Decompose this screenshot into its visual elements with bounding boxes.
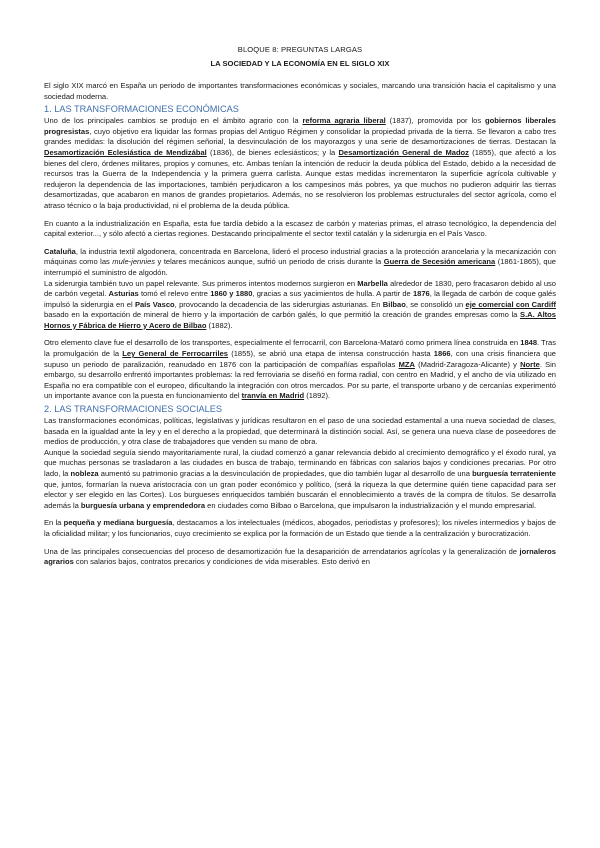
text-run: en ciudades como Bilbao o Barcelona, que impulsaron la industrialización y el mundo empresarial.	[205, 500, 537, 510]
section-heading-economic: 1. LAS TRANSFORMACIONES ECONÓMICAS	[44, 104, 239, 115]
term-ley-ferrocarriles: Ley General de Ferrocarriles	[122, 349, 228, 359]
term-mule-jennies: mule-jennies	[112, 257, 156, 267]
term-1866: 1866	[433, 349, 451, 359]
term-madoz: Desamortización General de Madoz	[338, 147, 469, 157]
paragraph-siderurgia	[44, 279, 556, 332]
term-altos-hornos: S.A. Altos Hornos y Fábrica de Hierro y Acero de Bilbao	[44, 310, 556, 330]
term-guerra-secesion: Guerra de Secesión americana	[383, 257, 496, 267]
text-run: . Sin embargo, su desarrollo enfrentó importantes problemas: la red ferroviaria se diseñó en forma radial, con centro en Madrid, y el ancho de vía utilizado en España no era compatible con el europeo, dificultando la integración con otros mercados. Por su parte, el transporte urbano y de cercanías experimentó un importante avance con la puesta en funcionamiento del	[44, 359, 556, 401]
text-run: con salarios bajos, contratos precarios y condiciones de vida miserables. Esto derivó en	[73, 557, 370, 567]
paragraph-catalonia	[44, 247, 556, 279]
term-reforma-agraria: reforma agraria liberal	[302, 116, 386, 126]
term-cataluna: Cataluña	[44, 246, 76, 256]
term-jornaleros: jornaleros agrarios	[44, 546, 556, 567]
term-pais-vasco: País Vasco	[134, 299, 175, 309]
term-asturias: Asturias	[108, 289, 139, 299]
block-header: BLOQUE 8: PREGUNTAS LARGAS	[237, 45, 363, 54]
term-1876: 1876	[412, 289, 430, 299]
term-mendizabal: Desamortización Eclesiástica de Mendizábal	[44, 147, 207, 157]
paragraph-middle-class	[44, 518, 556, 539]
term-bilbao: Bilbao	[382, 299, 406, 309]
text-run: , gracias a sus yacimientos de hulla. A partir de	[252, 289, 413, 299]
text-run: que, juntos, formarían la nueva aristocracia con un gran poder económico y político, (será la riqueza la que determine quién tiene capacidad para ser elector y ser elegido en las Cortes). Los burgueses enriquecidos también buscarán el ennoblecimiento a través de la compra de títulos. Se desarrolla además la	[44, 479, 556, 510]
text-run: , la industria textil algodonera, concentrada en Barcelona, lideró el proceso industrial gracias a la protección arancelaria y la mecanización con máquinas como las	[44, 246, 556, 267]
text-run: (1855), que afectó a los bienes del clero, órdenes militares, propios y comunes, etc. Ambas tenían la intención de reducir la deuda pública del Estado, debido a la necesidad de recursos tras la Guerra de la Independencia y la primera guerra carlista. Aunque estas medidas incrementaron la superficie agrícola cultivable y redujeron la dependencia de las importaciones, también perjudicaron a los campesinos más pobres, ya que muchos no pudieron adquirir las tierras desamortizadas, que acabaron en manos de grandes propietarios. Además, no se resolvieron los problemas estructurales del sector agrícola, como el atraso técnico o la baja productividad, ni el problema de la deuda pública.	[44, 147, 557, 210]
paragraph-industrialization: En cuanto a la industrialización en España, esta fue tardía debido a la escasez de carbón y materias primas, el atraso tecnológico, la dependencia del capital exterior..., y sólo afectó a ciertas regiones. Destacando principalmente el sector textil catalán y la siderurgia en el País Vasco.	[44, 218, 556, 239]
term-norte: Norte	[520, 359, 540, 369]
term-mza: MZA	[398, 359, 415, 369]
text-run: Uno de los principales cambios se produjo en el ámbito agrario con la	[44, 116, 303, 126]
text-run: (1855), se abrió una etapa de intensa construcción hasta	[228, 349, 434, 359]
text-run: , se consolidó un	[405, 299, 466, 309]
term-tranvia-madrid: tranvía en Madrid	[241, 391, 305, 401]
text-run: (1836), de bienes eclesiásticos; y la	[206, 147, 339, 157]
paragraph-class-society: Las transformaciones económicas, políticas, legislativas y jurídicas resultaron en el paso de una sociedad estamental a una nueva sociedad de clases, basada en la igualdad ante la ley y en el derecho a la propiedad, que determinará la distinción social. Así, se genera una nueva clase de poseedores de medios de producción, y otra clase de trabajadores que venden su mano de obra.	[44, 416, 556, 447]
text-run: (1892).	[304, 391, 331, 401]
text-run: alrededor de 1830, pero fracasaron debido al uso de carbón vegetal.	[44, 278, 556, 299]
term-burguesia-terrateniente: burguesía terrateniente	[472, 469, 556, 478]
text-run: tomó el relevo entre	[138, 289, 211, 299]
term-eje-cardiff: eje comercial con Cardiff	[465, 299, 556, 309]
term-marbella: Marbella	[357, 278, 388, 288]
intro-paragraph: El siglo XIX marcó en España un periodo de importantes transformaciones económicas y sociales, marcando una transición hacia el capitalismo y una sociedad moderna.	[44, 81, 556, 101]
text-run: (1861-1865), que interrumpió el suministro de algodón.	[44, 257, 557, 277]
text-run: basado en la exportación de mineral de hierro y la importación de carbón galés, lo que permitió la creación de grandes empresas como la	[44, 310, 521, 320]
text-run: , con una crisis financiera que supuso un periodo de paralización, reanudado en 1876 con la participación de compañías españolas	[44, 349, 557, 369]
text-run: Otro elemento clave fue el desarrollo de los transportes, especialmente el ferrocarril, con Barcelona-Mataró como primera línea construida en	[44, 338, 521, 348]
term-burguesia-urbana: burguesía urbana y emprendedora	[80, 500, 206, 510]
text-run: (Madrid-Zaragoza-Alicante) y	[414, 359, 521, 369]
paragraph-agrarian-reform	[44, 116, 556, 211]
document-title: LA SOCIEDAD Y LA ECONOMÍA EN EL SIGLO XIX	[210, 59, 390, 68]
term-1848: 1848	[520, 338, 538, 348]
text-run: (1882).	[206, 320, 233, 330]
text-run: , cuyo objetivo era liquidar las formas propias del Antiguo Régimen y consolidar la propiedad privada de la tierra. Se llevaron a cabo tres grandes medidas: la disolución del régimen señorial, la desvinculación de los mayorazgos y una serie de desamortizaciones de tierras. Destacan la	[44, 126, 556, 147]
section-heading-social: 2. LAS TRANSFORMACIONES SOCIALES	[44, 404, 223, 415]
term-pequena-burguesia: pequeña y mediana burguesía	[63, 518, 173, 528]
term-gobiernos-progresistas: gobiernos liberales progresistas	[44, 116, 557, 136]
term-1860-1880: 1860 y 1880	[210, 289, 253, 299]
text-run: Aunque la sociedad seguía siendo mayoritariamente rural, la ciudad comenzó a ganar relevancia debido al crecimiento demográfico y el éxodo rural, ya que muchas personas se trasladaron a las ciudades en busca de trabajo, terminando en fábricas con salarios bajos y condiciones precarias. Por otro lado, la	[44, 447, 556, 478]
paragraph-rural-urban	[44, 448, 556, 512]
text-run: , destacamos a los intelectuales (médicos, abogados, periodistas y profesores); los niveles intermedios y bajos de la oficialidad militar; y los funcionarios, cuyo crecimiento se explica por la formación de un Estado que tiende a la centralización y burocratización.	[44, 518, 556, 538]
text-run: aumentó su patrimonio gracias a la desvinculación de propiedades, que dio también lugar al desarrollo de una	[98, 469, 473, 478]
text-run: La siderurgia también tuvo un papel relevante. Sus primeros intentos modernos surgieron en	[44, 278, 358, 288]
text-run: . Tras la promulgación de la	[44, 338, 556, 359]
text-run: y telares mecánicos aunque, sufrió un periodo de crisis durante la	[155, 257, 384, 267]
text-run: (1837), promovida por los	[385, 116, 485, 126]
text-run: En la	[44, 518, 64, 528]
term-nobleza: nobleza	[70, 469, 99, 478]
text-run: Una de las principales consecuencias del proceso de desamortización fue la desaparición de arrendatarios agrícolas y la generalización de	[44, 546, 520, 556]
paragraph-jornaleros	[44, 547, 556, 568]
text-run: , la llegada de carbón de coque galés impulsó la siderurgia en el	[44, 289, 557, 309]
paragraph-transport	[44, 338, 556, 402]
text-run: , provocando la decadencia de las siderurgias asturianas. En	[174, 299, 383, 309]
